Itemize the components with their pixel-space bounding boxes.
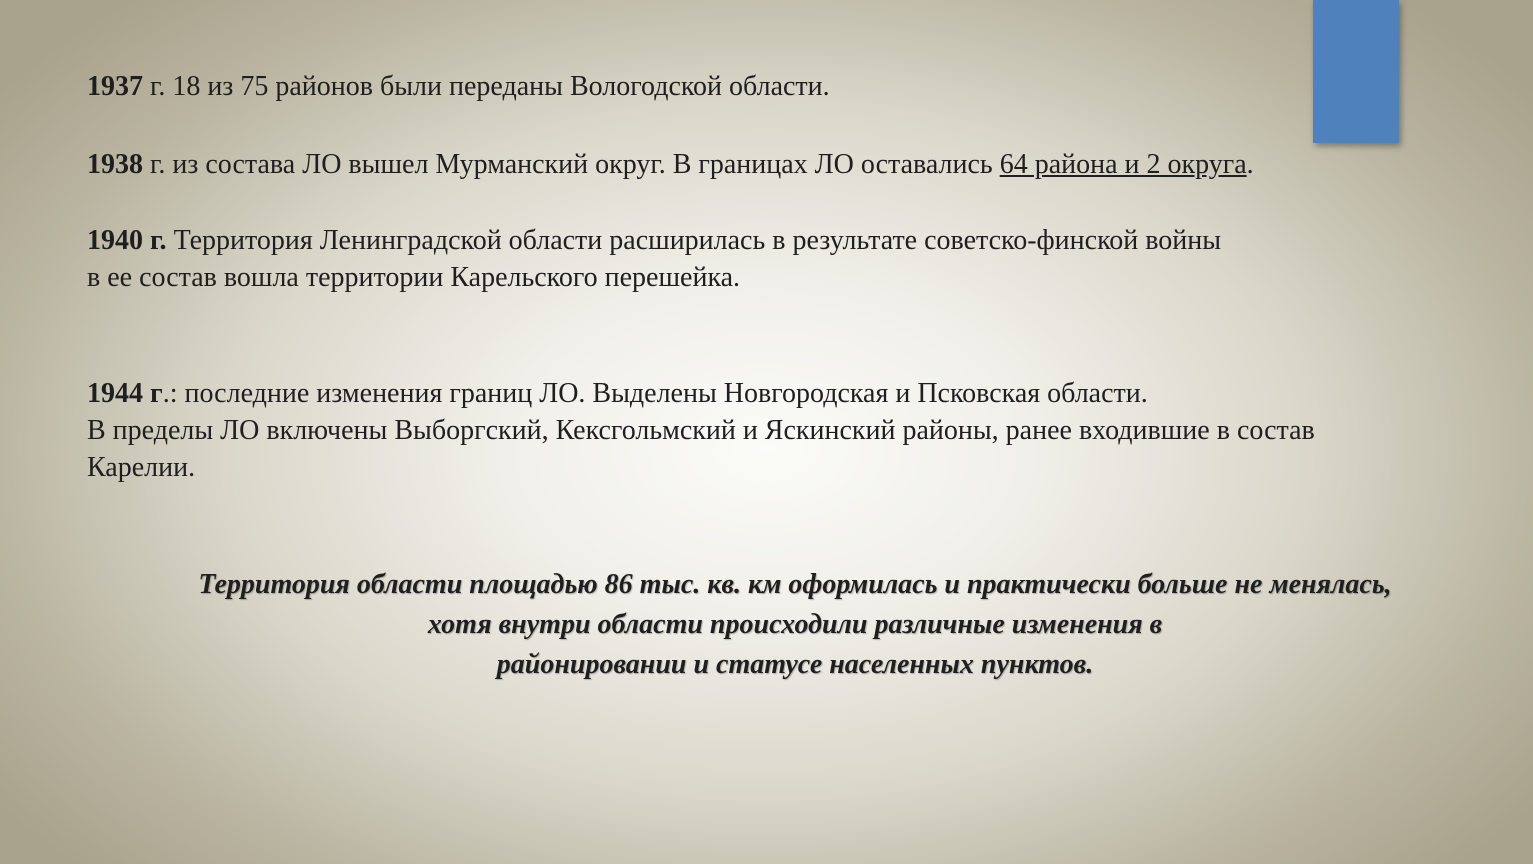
year-label: 1938	[87, 149, 143, 180]
paragraph-text-line2: В пределы ЛО включены Выборгский, Кексгольмский и Яскинский районы, ранее входившие в состав	[87, 415, 1315, 446]
summary-line-3: районировании и статусе населенных пунктов.	[496, 649, 1094, 680]
year-label: 1937	[87, 71, 143, 102]
paragraph-text-end: .	[1246, 149, 1254, 180]
summary-line-1: Территория области площадью 86 тыс. кв. км оформилась и практически больше не менялась,	[198, 569, 1392, 600]
paragraph-text: г. 18 из 75 районов были переданы Вологодской области.	[143, 71, 830, 102]
accent-bar	[1313, 0, 1399, 143]
paragraph-1937	[87, 68, 830, 105]
paragraph-1940	[87, 222, 1221, 296]
year-label: 1944 г	[87, 378, 163, 409]
summary-statement	[60, 565, 1530, 685]
paragraph-text-line2: в ее состав вошла территории Карельского перешейка.	[87, 262, 741, 293]
underlined-count: 64 района и 2 округа	[999, 149, 1247, 180]
paragraph-text-line3: Карелии.	[87, 452, 196, 483]
paragraph-text: Территория Ленинградской области расширилась в результате советско-финской войны	[166, 225, 1222, 256]
year-label: 1940 г.	[87, 225, 167, 256]
paragraph-1938	[87, 146, 1254, 183]
paragraph-text: .: последние изменения границ ЛО. Выделены Новгородская и Псковская области.	[162, 378, 1148, 409]
paragraph-text: г. из состава ЛО вышел Мурманский округ. В границах ЛО оставались	[143, 149, 1000, 180]
paragraph-1944	[87, 375, 1315, 486]
summary-line-2: хотя внутри области происходили различные изменения в	[427, 609, 1163, 640]
